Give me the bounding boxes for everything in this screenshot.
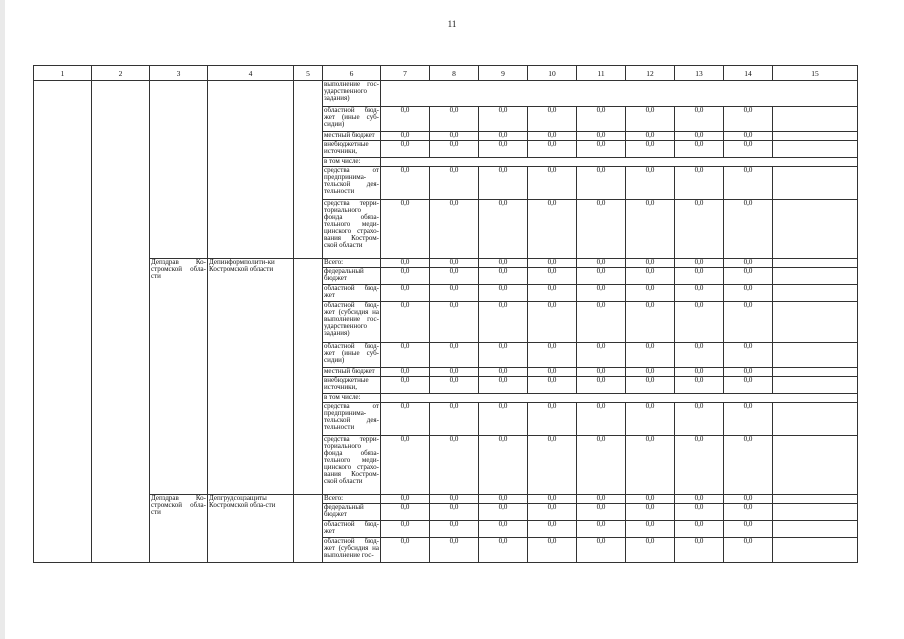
- value-cell: 0,0: [626, 268, 675, 285]
- value-cell: 0,0: [528, 302, 577, 343]
- value-cell: 0,0: [626, 302, 675, 343]
- value-cell: 0,0: [430, 343, 479, 368]
- col15-cell: [773, 538, 858, 563]
- value-cell: 0,0: [528, 141, 577, 158]
- column-header: 5: [294, 66, 323, 81]
- column-header: 2: [92, 66, 150, 81]
- value-cell: 0,0: [479, 436, 528, 495]
- value-cell: 0,0: [381, 259, 430, 268]
- value-cell: 0,0: [626, 538, 675, 563]
- value-cell: 0,0: [724, 377, 773, 394]
- value-cell: 0,0: [528, 377, 577, 394]
- value-cell: 0,0: [528, 285, 577, 302]
- value-cell: 0,0: [626, 285, 675, 302]
- value-cell: 0,0: [430, 368, 479, 377]
- value-cell: 0,0: [430, 132, 479, 141]
- col15-cell: [773, 504, 858, 521]
- empty-span-cell: [381, 394, 858, 403]
- value-cell: 0,0: [577, 436, 626, 495]
- value-cell: 0,0: [430, 268, 479, 285]
- value-cell: 0,0: [626, 504, 675, 521]
- value-cell: 0,0: [675, 368, 724, 377]
- value-cell: 0,0: [675, 504, 724, 521]
- value-cell: 0,0: [381, 285, 430, 302]
- column-header: 10: [528, 66, 577, 81]
- value-cell: 0,0: [430, 436, 479, 495]
- funding-source-label: в том числе:: [323, 394, 381, 403]
- value-cell: 0,0: [577, 521, 626, 538]
- value-cell: 0,0: [675, 436, 724, 495]
- value-cell: 0,0: [528, 200, 577, 259]
- value-cell: 0,0: [479, 302, 528, 343]
- column-header: 4: [208, 66, 294, 81]
- value-cell: 0,0: [724, 285, 773, 302]
- value-cell: 0,0: [430, 259, 479, 268]
- col15-cell: [773, 167, 858, 200]
- value-cell: 0,0: [626, 107, 675, 132]
- value-cell: 0,0: [675, 259, 724, 268]
- value-cell: 0,0: [724, 436, 773, 495]
- value-cell: 0,0: [528, 538, 577, 563]
- value-cell: 0,0: [626, 377, 675, 394]
- value-cell: 0,0: [479, 268, 528, 285]
- value-cell: 0,0: [479, 132, 528, 141]
- value-cell: 0,0: [724, 504, 773, 521]
- value-cell: 0,0: [724, 167, 773, 200]
- funding-source-label: средства от предпринима-тельской дея-тельности: [323, 167, 381, 200]
- col5-cell: [294, 495, 323, 563]
- value-cell: 0,0: [577, 141, 626, 158]
- value-cell: 0,0: [626, 368, 675, 377]
- column-header: 9: [479, 66, 528, 81]
- value-cell: 0,0: [528, 436, 577, 495]
- funding-source-label: средства терри-ториального фонда обяза-тельного меди-цинского страхо-вания Костром-ской области: [323, 436, 381, 495]
- value-cell: 0,0: [675, 302, 724, 343]
- value-cell: 0,0: [528, 107, 577, 132]
- value-cell: 0,0: [430, 495, 479, 504]
- value-cell: 0,0: [626, 436, 675, 495]
- value-cell: 0,0: [724, 403, 773, 436]
- value-cell: 0,0: [724, 200, 773, 259]
- value-cell: 0,0: [577, 368, 626, 377]
- value-cell: 0,0: [430, 107, 479, 132]
- value-cell: 0,0: [479, 521, 528, 538]
- value-cell: 0,0: [528, 268, 577, 285]
- column-header: 11: [577, 66, 626, 81]
- value-cell: 0,0: [381, 107, 430, 132]
- coexecutor-cell: Депинформполити-ки Костромской области: [208, 259, 294, 495]
- col1-cell: [34, 81, 92, 563]
- value-cell: 0,0: [381, 538, 430, 563]
- value-cell: 0,0: [675, 403, 724, 436]
- value-cell: 0,0: [430, 521, 479, 538]
- value-cell: 0,0: [381, 521, 430, 538]
- funding-source-label: областной бюд-жет (субсидия на выполнение гос-: [323, 538, 381, 563]
- value-cell: 0,0: [577, 504, 626, 521]
- funding-source-label: выполнение гос-ударственного задания): [323, 81, 381, 107]
- value-cell: 0,0: [675, 377, 724, 394]
- page-edge-shadow: [0, 0, 5, 639]
- col5-cell: [294, 81, 323, 259]
- column-header: 3: [150, 66, 208, 81]
- value-cell: 0,0: [381, 377, 430, 394]
- value-cell: 0,0: [430, 504, 479, 521]
- value-cell: 0,0: [528, 403, 577, 436]
- col15-cell: [773, 268, 858, 285]
- value-cell: 0,0: [430, 141, 479, 158]
- value-cell: 0,0: [626, 132, 675, 141]
- value-cell: 0,0: [430, 285, 479, 302]
- value-cell: 0,0: [381, 200, 430, 259]
- col15-cell: [773, 141, 858, 158]
- value-cell: 0,0: [528, 167, 577, 200]
- col15-cell: [773, 107, 858, 132]
- value-cell: 0,0: [724, 368, 773, 377]
- value-cell: 0,0: [675, 538, 724, 563]
- table-row: [34, 81, 858, 107]
- col15-cell: [773, 200, 858, 259]
- funding-source-label: средства терри-ториального фонда обяза-тельного меди-цинского страхо-вания Костром-ской области: [323, 200, 381, 259]
- value-cell: 0,0: [528, 368, 577, 377]
- col15-cell: [773, 436, 858, 495]
- budget-table: [33, 65, 858, 563]
- value-cell: 0,0: [724, 107, 773, 132]
- value-cell: 0,0: [479, 343, 528, 368]
- funding-source-label: местный бюджет: [323, 132, 381, 141]
- value-cell: 0,0: [724, 141, 773, 158]
- value-cell: 0,0: [479, 259, 528, 268]
- value-cell: 0,0: [626, 403, 675, 436]
- funding-source-label: Всего:: [323, 495, 381, 504]
- value-cell: 0,0: [724, 521, 773, 538]
- col15-cell: [773, 521, 858, 538]
- column-header: 13: [675, 66, 724, 81]
- value-cell: 0,0: [577, 268, 626, 285]
- table-row: [34, 259, 858, 268]
- value-cell: 0,0: [381, 504, 430, 521]
- col15-cell: [773, 343, 858, 368]
- value-cell: 0,0: [479, 495, 528, 504]
- value-cell: 0,0: [626, 141, 675, 158]
- value-cell: 0,0: [479, 377, 528, 394]
- value-cell: 0,0: [479, 538, 528, 563]
- value-cell: 0,0: [479, 403, 528, 436]
- value-cell: 0,0: [577, 377, 626, 394]
- value-cell: 0,0: [577, 403, 626, 436]
- empty-span-cell: [381, 81, 858, 107]
- executor-cell: Депздрав Ко-стромской обла-сти: [150, 495, 208, 563]
- column-header: 1: [34, 66, 92, 81]
- value-cell: 0,0: [528, 504, 577, 521]
- value-cell: 0,0: [675, 167, 724, 200]
- value-cell: 0,0: [479, 200, 528, 259]
- value-cell: 0,0: [675, 343, 724, 368]
- value-cell: 0,0: [577, 132, 626, 141]
- page-number: 11: [447, 19, 457, 29]
- funding-source-label: внебюджетные источники,: [323, 141, 381, 158]
- value-cell: 0,0: [724, 495, 773, 504]
- value-cell: 0,0: [577, 343, 626, 368]
- value-cell: 0,0: [479, 368, 528, 377]
- value-cell: 0,0: [577, 200, 626, 259]
- column-number-row: [34, 66, 858, 81]
- value-cell: 0,0: [675, 521, 724, 538]
- value-cell: 0,0: [430, 403, 479, 436]
- value-cell: 0,0: [577, 259, 626, 268]
- funding-source-label: федеральный бюджет: [323, 504, 381, 521]
- col15-cell: [773, 403, 858, 436]
- funding-source-label: областной бюд-жет (иные суб-сидии): [323, 343, 381, 368]
- value-cell: 0,0: [577, 538, 626, 563]
- value-cell: 0,0: [430, 538, 479, 563]
- funding-source-label: местный бюджет: [323, 368, 381, 377]
- value-cell: 0,0: [724, 302, 773, 343]
- value-cell: 0,0: [675, 141, 724, 158]
- value-cell: 0,0: [430, 377, 479, 394]
- executor-cell: [150, 81, 208, 259]
- value-cell: 0,0: [528, 495, 577, 504]
- value-cell: 0,0: [479, 285, 528, 302]
- funding-source-label: внебюджетные источники,: [323, 377, 381, 394]
- value-cell: 0,0: [626, 200, 675, 259]
- col15-cell: [773, 302, 858, 343]
- value-cell: 0,0: [528, 259, 577, 268]
- funding-source-label: областной бюд-жет: [323, 521, 381, 538]
- funding-source-label: областной бюд-жет (иные суб-сидии): [323, 107, 381, 132]
- col5-cell: [294, 259, 323, 495]
- value-cell: 0,0: [479, 167, 528, 200]
- value-cell: 0,0: [381, 302, 430, 343]
- funding-source-label: Всего:: [323, 259, 381, 268]
- col15-cell: [773, 495, 858, 504]
- col15-cell: [773, 285, 858, 302]
- value-cell: 0,0: [675, 200, 724, 259]
- value-cell: 0,0: [381, 268, 430, 285]
- value-cell: 0,0: [675, 268, 724, 285]
- value-cell: 0,0: [577, 285, 626, 302]
- value-cell: 0,0: [381, 368, 430, 377]
- value-cell: 0,0: [724, 259, 773, 268]
- value-cell: 0,0: [430, 302, 479, 343]
- value-cell: 0,0: [675, 495, 724, 504]
- coexecutor-cell: Депгрудсоцзащиты Костромской обла-сти: [208, 495, 294, 563]
- value-cell: 0,0: [430, 167, 479, 200]
- value-cell: 0,0: [626, 259, 675, 268]
- table-row: [34, 495, 858, 504]
- value-cell: 0,0: [577, 495, 626, 504]
- value-cell: 0,0: [528, 521, 577, 538]
- value-cell: 0,0: [381, 436, 430, 495]
- funding-source-label: в том числе:: [323, 158, 381, 167]
- value-cell: 0,0: [479, 141, 528, 158]
- value-cell: 0,0: [577, 167, 626, 200]
- column-header: 7: [381, 66, 430, 81]
- value-cell: 0,0: [430, 200, 479, 259]
- value-cell: 0,0: [626, 495, 675, 504]
- column-header: 15: [773, 66, 858, 81]
- value-cell: 0,0: [381, 403, 430, 436]
- value-cell: 0,0: [381, 167, 430, 200]
- value-cell: 0,0: [626, 521, 675, 538]
- col15-cell: [773, 132, 858, 141]
- value-cell: 0,0: [381, 132, 430, 141]
- executor-cell: Депздрав Ко-стромской обла-сти: [150, 259, 208, 495]
- value-cell: 0,0: [626, 343, 675, 368]
- column-header: 14: [724, 66, 773, 81]
- coexecutor-cell: [208, 81, 294, 259]
- value-cell: 0,0: [724, 132, 773, 141]
- value-cell: 0,0: [528, 343, 577, 368]
- empty-span-cell: [381, 158, 858, 167]
- col15-cell: [773, 377, 858, 394]
- funding-source-label: областной бюд-жет: [323, 285, 381, 302]
- column-header: 6: [323, 66, 381, 81]
- value-cell: 0,0: [577, 302, 626, 343]
- value-cell: 0,0: [479, 504, 528, 521]
- column-header: 12: [626, 66, 675, 81]
- value-cell: 0,0: [626, 167, 675, 200]
- value-cell: 0,0: [381, 141, 430, 158]
- value-cell: 0,0: [479, 107, 528, 132]
- funding-source-label: областной бюд-жет (субсидия на выполнение гос-ударственного задания): [323, 302, 381, 343]
- value-cell: 0,0: [381, 343, 430, 368]
- value-cell: 0,0: [381, 495, 430, 504]
- value-cell: 0,0: [528, 132, 577, 141]
- value-cell: 0,0: [675, 285, 724, 302]
- funding-source-label: федеральный бюджет: [323, 268, 381, 285]
- value-cell: 0,0: [675, 132, 724, 141]
- value-cell: 0,0: [724, 538, 773, 563]
- value-cell: 0,0: [724, 268, 773, 285]
- col2-cell: [92, 81, 150, 563]
- funding-source-label: средства от предпринима-тельской дея-тельности: [323, 403, 381, 436]
- col15-cell: [773, 368, 858, 377]
- column-header: 8: [430, 66, 479, 81]
- value-cell: 0,0: [675, 107, 724, 132]
- value-cell: 0,0: [724, 343, 773, 368]
- col15-cell: [773, 259, 858, 268]
- value-cell: 0,0: [577, 107, 626, 132]
